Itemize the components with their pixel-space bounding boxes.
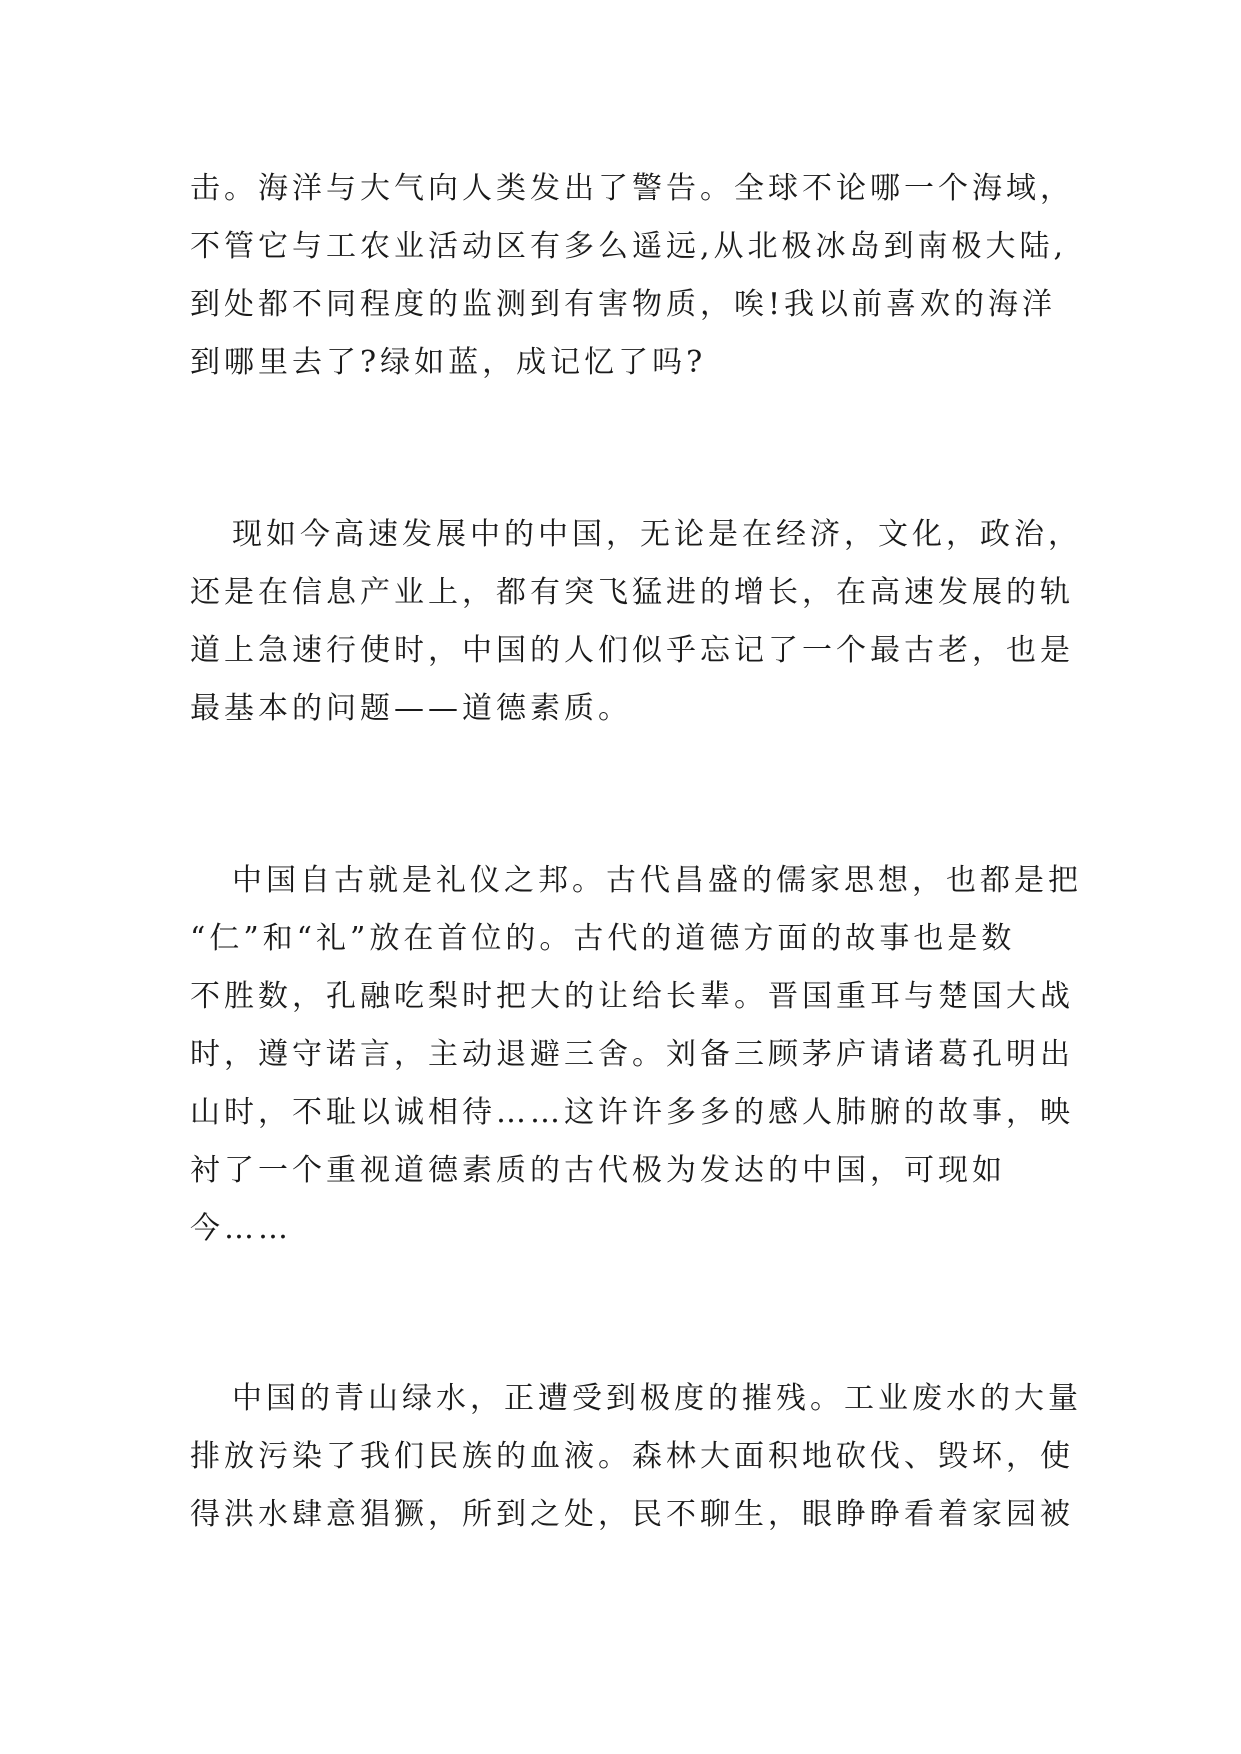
text-line: 最基本的问题——道德素质。	[190, 691, 632, 726]
text-line: 到哪里去了?绿如蓝，成记忆了吗?	[190, 345, 707, 380]
paragraph-3	[190, 852, 1090, 1258]
text-line: 山时，不耻以诚相待……这许许多多的感人肺腑的故事，映	[190, 1095, 1074, 1130]
text-line: 击。海洋与大气向人类发出了警告。全球不论哪一个海域，	[190, 171, 1074, 206]
text-line: 排放污染了我们民族的血液。森林大面积地砍伐、毁坏，使	[190, 1439, 1074, 1474]
text-line: 今……	[190, 1211, 292, 1246]
text-line: 中国的青山绿水，正遭受到极度的摧残。工业废水的大量	[232, 1381, 1082, 1416]
text-line: 得洪水肆意猖獗，所到之处，民不聊生，眼睁睁看着家园被	[190, 1497, 1074, 1532]
text-line: 到处都不同程度的监测到有害物质，唉!我以前喜欢的海洋	[190, 287, 1057, 322]
paragraph-4	[190, 1370, 1090, 1544]
text-line: “仁”和“礼”放在首位的。古代的道德方面的故事也是数	[190, 921, 1016, 956]
text-line: 不胜数，孔融吃梨时把大的让给长辈。晋国重耳与楚国大战	[190, 979, 1074, 1014]
paragraph-1	[190, 160, 1090, 392]
text-line: 道上急速行使时，中国的人们似乎忘记了一个最古老，也是	[190, 633, 1074, 668]
text-line: 还是在信息产业上，都有突飞猛进的增长，在高速发展的轨	[190, 575, 1074, 610]
text-line: 时，遵守诺言，主动退避三舍。刘备三顾茅庐请诸葛孔明出	[190, 1037, 1074, 1072]
text-line: 现如今高速发展中的中国，无论是在经济，文化，政治，	[232, 517, 1082, 552]
text-line: 不管它与工农业活动区有多么遥远,从北极冰岛到南极大陆,	[190, 229, 1068, 264]
paragraph-2	[190, 506, 1090, 738]
text-line: 中国自古就是礼仪之邦。古代昌盛的儒家思想，也都是把	[232, 863, 1082, 898]
text-line: 衬了一个重视道德素质的古代极为发达的中国，可现如	[190, 1153, 1006, 1188]
